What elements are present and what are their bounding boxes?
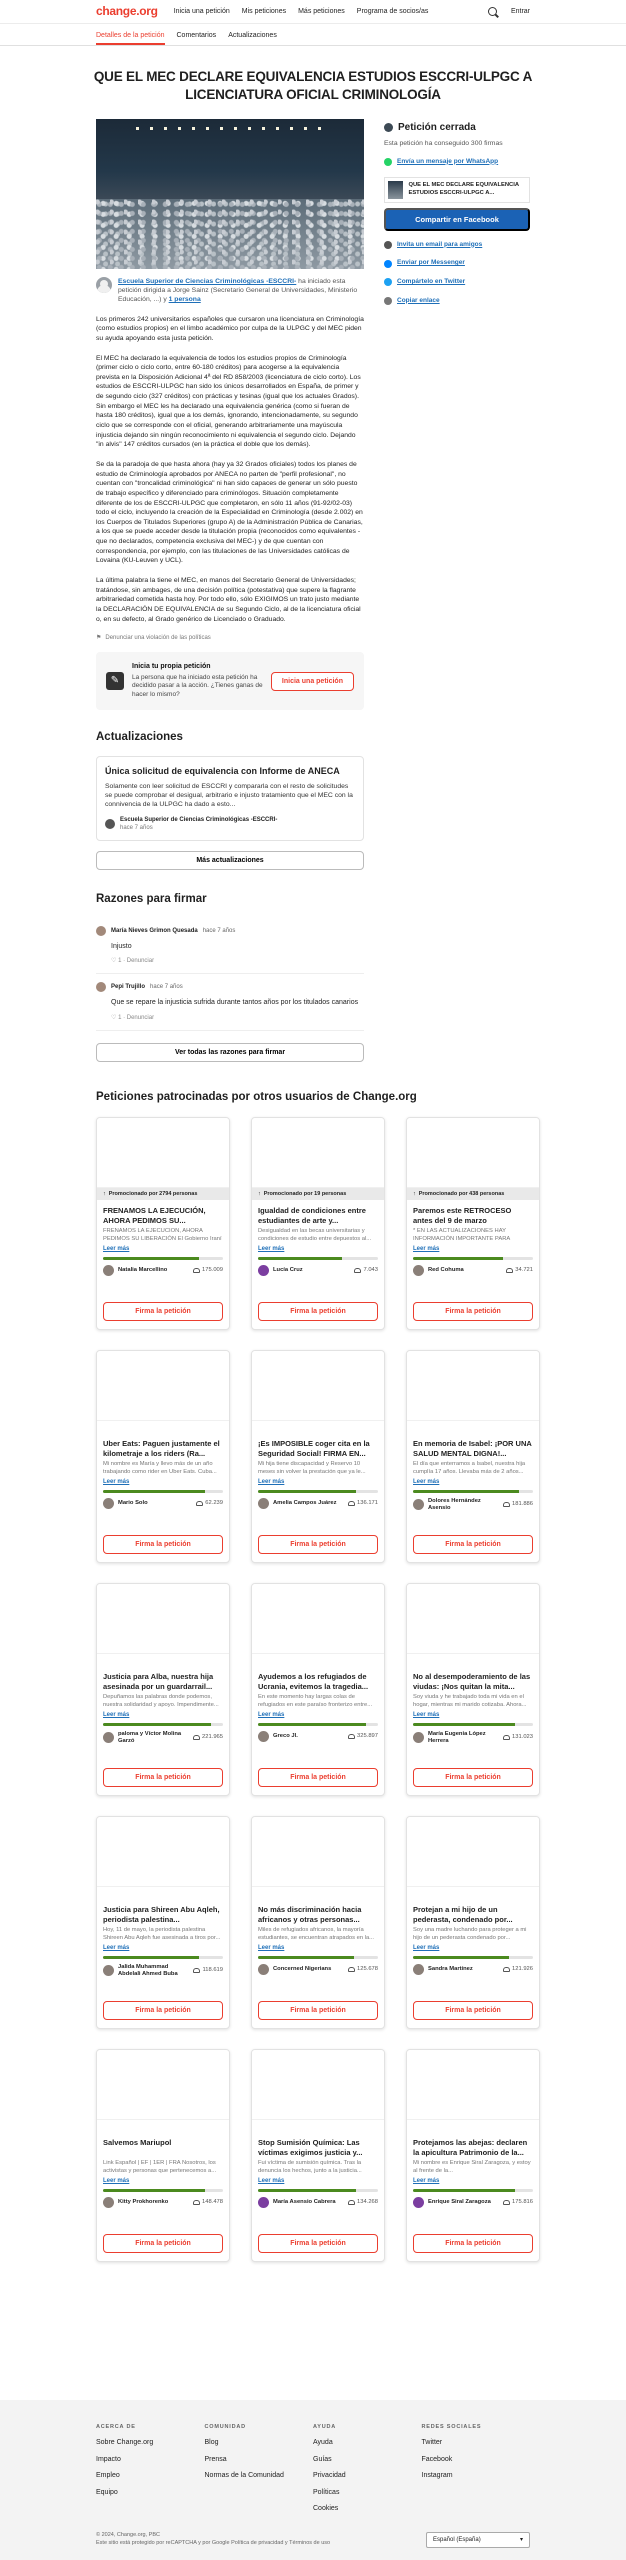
closed-status-icon — [384, 123, 393, 132]
petition-thumbnail — [407, 1817, 539, 1887]
people-icon — [503, 1967, 510, 1972]
card-description: Desigualdad en las becas universitarias y condiciones de estudio entre depuestos al... — [258, 1228, 372, 1242]
read-more-link[interactable]: Leer más — [103, 1246, 130, 1253]
signature-progress — [103, 1257, 223, 1260]
progress-fill — [103, 1257, 199, 1260]
card-description: Mi hija tiene discapacidad y Reservo 10 meses sin volver la prestación que ya le... — [258, 1461, 366, 1475]
reason-text: Que se repare la injusticia sufrida durante tantos años por los titulados canarios — [111, 999, 359, 1007]
signature-count: 325.897 — [357, 1732, 378, 1739]
all-reasons-button[interactable]: Ver todas las razones para firmar — [96, 1043, 364, 1062]
whatsapp-icon — [384, 158, 392, 166]
chevron-down-icon: ▾ — [519, 2537, 523, 2544]
card-title: Protejamos las abejas: declaren la apicultura Patrimonio de la... — [413, 2138, 528, 2157]
sponsored-petition-card[interactable] — [251, 1583, 385, 1796]
signature-count: 181.886 — [512, 1500, 533, 1507]
sponsored-petition-card[interactable] — [96, 1350, 230, 1563]
report-policy-link[interactable]: ⚑ Denunciar una violación de las políticas — [96, 635, 211, 642]
read-more-link[interactable]: Leer más — [258, 1479, 285, 1486]
sponsored-petition-card[interactable] — [96, 1117, 230, 1330]
avatar — [105, 819, 115, 829]
petition-thumbnail — [252, 1351, 384, 1421]
card-title: Justicia para Alba, nuestra hija asesinada por un guardarrail... — [103, 1672, 214, 1691]
update-title: Única solicitud de equivalencia con Informe de ANECA — [105, 765, 340, 776]
card-description: Miles de refugiados africanos, la mayoría estudiantes, se encuentran atrapados en la... — [258, 1927, 375, 1941]
read-more-link[interactable]: Leer más — [413, 1246, 440, 1253]
people-icon — [193, 1268, 200, 1273]
footer-link[interactable]: Políticas — [313, 2488, 340, 2496]
progress-fill — [103, 1723, 211, 1726]
reason-item: María Nieves Grimon Quesada hace 7 años Injusto ♡ 1 · Denunciar — [96, 918, 364, 975]
promoted-badge: ↑ Promocionado por 19 personas — [252, 1188, 384, 1200]
card-title: Salvemos Mariupol — [103, 2138, 172, 2148]
avatar — [103, 1965, 114, 1976]
story-paragraph: La última palabra la tiene el MEC, en manos del Secretario General de Universidades; tratándose, sin ambages, de una decisión política (potestativa) que supere la flagrante arbitrariedad cometida hasta hoy. Por todo ello, sólo EXIGIMOS un trato justo mediante la DECLARACIÓN DE EQUIVALENCIA de su Segundo Ciclo, al de la licenciatura oficial o, en su defecto, al Grado genérico de Licenciado o Graduado. — [96, 576, 361, 623]
avatar — [258, 1964, 269, 1975]
card-author: Concerned Nigerians — [273, 1965, 332, 1972]
card-description: Mi nombre es María y llevo más de un año trabajando como rider en Uber Eats. Cuba... — [103, 1461, 217, 1475]
reasons-heading: Razones para firmar — [96, 893, 207, 906]
petition-thumbnail — [97, 1584, 229, 1654]
progress-fill — [258, 1956, 354, 1959]
reason-time: hace 7 años — [202, 927, 236, 934]
people-icon — [193, 2200, 200, 2205]
sign-petition-button[interactable]: Firma la petición — [258, 2001, 378, 2020]
progress-fill — [103, 2189, 205, 2192]
people-icon — [193, 1968, 200, 1973]
progress-fill — [413, 1257, 503, 1260]
avatar — [96, 982, 106, 992]
footer-link[interactable]: Impacto — [96, 2455, 121, 2463]
petition-thumbnail — [97, 1351, 229, 1421]
card-description: Soy una madre luchando para proteger a mi hijo de un pederasta condenado por... — [413, 1927, 527, 1941]
footer-link[interactable]: Facebook — [421, 2455, 453, 2463]
signature-progress — [258, 1723, 378, 1726]
progress-fill — [103, 1956, 199, 1959]
footer-link[interactable]: Empleo — [96, 2472, 120, 2480]
read-more-link[interactable]: Leer más — [258, 2178, 285, 2185]
progress-fill — [103, 1490, 205, 1493]
login-link[interactable]: Entrar — [510, 7, 530, 15]
card-title: Justicia para Shireen Abu Aqleh, periodista palestina... — [103, 1905, 220, 1924]
reason-item: Pepi Trujillo hace 7 años Que se repare la injusticia sufrida durante tantos años por los titulados canarios ♡ 1 · Denunciar — [96, 974, 364, 1031]
footer-column — [313, 2424, 422, 2521]
avatar — [413, 1964, 424, 1975]
people-icon — [196, 1501, 203, 1506]
card-description: * EN LAS ACTUALIZACIONES HAY INFORMACIÓN IMPORTANTE PARA — [413, 1228, 510, 1242]
people-icon — [193, 1735, 200, 1740]
card-title: Uber Eats: Paguen justamente el kilometraje a los riders (Ra... — [103, 1439, 220, 1458]
footer-column-title: REDES SOCIALES — [421, 2424, 482, 2430]
promoted-badge: ↑ Promocionado por 438 personas — [407, 1188, 539, 1200]
nav-start-petition[interactable]: Inicia una petición — [173, 7, 230, 15]
people-icon — [503, 2200, 510, 2205]
sponsored-petition-card[interactable] — [96, 2049, 230, 2262]
footer-link[interactable]: Sobre Change.org — [96, 2439, 154, 2447]
card-title: ¡Es IMPOSIBLE coger cita en la Seguridad Social! FIRMA EN... — [258, 1439, 370, 1458]
tab-updates[interactable]: Actualizaciones — [228, 31, 277, 39]
petition-tabs — [0, 24, 626, 46]
page-title: QUE EL MEC DECLARE EQUIVALENCIA ESTUDIOS ESCCRI-ULPGC A LICENCIATURA OFICIAL CRIMINOLOGÍA — [93, 69, 533, 102]
signature-progress — [258, 1490, 378, 1493]
footer-link[interactable]: Twitter — [421, 2439, 443, 2447]
signature-count: 125.678 — [357, 1965, 378, 1972]
petition-content — [96, 119, 364, 1062]
start-petition-box — [96, 652, 364, 710]
card-title: En memoria de Isabel: ¡POR UNA SALUD MENTAL DIGNA!... — [413, 1439, 532, 1458]
sponsored-petition-card[interactable] — [251, 1117, 385, 1330]
reason-author: María Nieves Grimon Quesada — [111, 927, 198, 934]
starter-text: ha iniciado esta petición dirigida a Jorge Sainz (Secretario General de Universidades, Ministerio Educación, ...) y — [118, 278, 358, 304]
footer-link[interactable]: Blog — [204, 2439, 219, 2447]
footer-link[interactable]: Privacidad — [313, 2472, 346, 2480]
avatar — [413, 1265, 424, 1276]
people-icon — [503, 1502, 510, 1507]
people-icon — [348, 1501, 355, 1506]
card-description: Depuñamos las palabras donde podemos, nuestra solidaridad y apoyo. Impendimente... — [103, 1694, 219, 1708]
petition-image — [96, 119, 364, 269]
card-author: Amelia Campos Juárez — [273, 1499, 337, 1506]
like-count: 1 — [118, 958, 122, 965]
footer-link[interactable]: Equipo — [96, 2488, 118, 2496]
footer-columns — [96, 2424, 530, 2521]
card-description: FRENAMOS LA EJECUCIÓN, AHORA PEDIMOS SU LIBERACIÓN El Gobierno Iraní — [103, 1228, 222, 1242]
signature-progress — [413, 1490, 533, 1493]
nav-more-petitions[interactable]: Más peticiones — [298, 7, 345, 15]
petition-story — [96, 315, 364, 625]
avatar — [258, 1265, 269, 1276]
top-bar — [0, 0, 626, 24]
starter-org-link[interactable]: Escuela Superior de Ciencias Criminológicas -ESCCRI- — [118, 278, 297, 286]
reason-author: Pepi Trujillo — [111, 984, 146, 991]
progress-fill — [413, 1723, 515, 1726]
signature-progress — [258, 1257, 378, 1260]
signature-progress — [258, 2189, 378, 2192]
card-author: Jalida Muhammad Abdelalì Ahmed Buba — [118, 1963, 178, 1977]
card-title: Stop Sumisión Química: Las víctimas exigimos justicia y... — [258, 2138, 363, 2157]
read-more-link[interactable]: Leer más — [413, 1945, 440, 1952]
progress-fill — [258, 1490, 356, 1493]
twitter-share-link[interactable]: Compártelo en Twitter — [384, 278, 530, 287]
card-title: Paremos este RETROCESO antes del 9 de marzo — [413, 1206, 512, 1225]
messenger-icon — [384, 260, 392, 268]
story-paragraph: Se da la paradoja de que hasta ahora (hay ya 32 Grados oficiales) todos los planes de estudio de Criminología aprobados por ANECA no parten de "perfil profesional", no cuentan con "troncalidad criminológica" ni han sido capaces de generar un sólo puesto de trabajo específico y diferenciado para criminólogos. Situación completamente diferente de los de ESCCRI-ULPGC que completaron, en sólo 11 años (91-92/02-03) todo el ciclo, incluyendo la creación de la Especialidad en Criminología (desde 2.002) en los Cuerpos de Titulados Superiores (grupo A) de la Administración Pública de Canarias, a los que se puede acceder desde la titulación propia (reconocidos como equivalentes -que no declarados, competencia exclusiva del MEC-) y de que cuentan con correspondencia, por ejemplo, con las titulaciones de las Universidades católicas de Lovaina (KU-Leuven y UCL). — [96, 460, 363, 565]
reason-time: hace 7 años — [150, 984, 183, 991]
card-author: Dolores Hernández Asensio — [428, 1497, 481, 1511]
sponsored-petitions — [0, 1090, 626, 2263]
sponsored-grid — [96, 1117, 533, 2262]
read-more-link[interactable]: Leer más — [103, 1945, 130, 1952]
progress-fill — [258, 1257, 342, 1260]
sign-petition-button[interactable]: Firma la petición — [413, 1535, 533, 1554]
avatar — [413, 1499, 424, 1510]
signature-progress — [103, 1956, 223, 1959]
card-author: Lucía Cruz — [273, 1266, 303, 1273]
story-paragraph: El MEC ha declarado la equivalencia de todos los estudios propios de Criminología (primer ciclo o ciclo corto, entre 60-180 créditos) para acogerse a la equivalencia prevista en la Disposición Adicional 4ª del RD 858/2003 (licenciatura de ciclo corto). Los estudios de ESCCRI-ULPGC han sido los únicos desarrollados en España, de primer y de segundo ciclo (327 créditos) con prácticas y tesinas (igual que los actuales Grados). Sin embargo el MEC les ha declarado una equivalencia genérica (como si fueran de hasta 180 créditos), igual que a los demás, ignorando, intencionadamente, su segundo ciclo que se corresponde con el oficial, generando arbitrariamente una mayúscula injusticia dejando sin ningún reconocimiento ni equivalencia el segundo ciclo. Dejando "in alvis" 147 créditos cursados (en la práctica el doble que los demás). — [96, 354, 361, 449]
email-share-link[interactable]: Invita un email para amigos — [384, 241, 530, 250]
promoted-badge: ↑ Promocionado por 2794 personas — [97, 1188, 229, 1200]
sign-petition-button[interactable]: Firma la petición — [258, 2234, 378, 2253]
people-icon — [348, 1967, 355, 1972]
read-more-link[interactable]: Leer más — [103, 1712, 130, 1719]
signature-count: 134.268 — [357, 2198, 378, 2205]
signature-count: 118.619 — [202, 1966, 223, 1973]
closed-subtitle: Esta petición ha conseguido 300 firmas — [384, 139, 503, 147]
arrow-up-icon: ↑ — [413, 1190, 416, 1197]
people-icon — [503, 1735, 510, 1740]
petition-thumbnail — [97, 2050, 229, 2120]
card-author: Enrique Siral Zaragoza — [428, 2198, 491, 2205]
petition-thumbnail — [97, 1817, 229, 1887]
card-description: El día que enterramos a Isabel, nuestra hija cumplía 17 años. Llevaba más de 2 años... — [413, 1461, 526, 1475]
sponsored-petition-card[interactable] — [251, 2049, 385, 2262]
avatar — [103, 2197, 114, 2208]
signature-progress — [103, 1490, 223, 1493]
progress-fill — [258, 1723, 366, 1726]
start-box-text: La persona que ha iniciado esta petición ha decidido pasar a la acción. ¿Tienes ganas de hacer lo mismo? — [132, 673, 263, 699]
footer-link[interactable]: Instagram — [421, 2472, 453, 2480]
petition-thumbnail — [252, 2050, 384, 2120]
top-nav — [174, 7, 429, 16]
arrow-up-icon: ↑ — [103, 1190, 106, 1197]
signature-count: 62.239 — [205, 1499, 223, 1506]
petition-thumbnail — [252, 1118, 384, 1188]
start-petition-button[interactable]: Inicia una petición — [271, 672, 354, 691]
footer-column-title: ACERCA DE — [96, 2424, 136, 2430]
more-updates-button[interactable]: Más actualizaciones — [96, 851, 364, 870]
arrow-up-icon: ↑ — [258, 1190, 261, 1197]
footer-link[interactable]: Cookies — [313, 2505, 339, 2513]
petition-thumbnail — [252, 1817, 384, 1887]
read-more-link[interactable]: Leer más — [258, 1246, 285, 1253]
petition-thumbnail — [407, 2050, 539, 2120]
legal-text: Este sitio está protegido por reCAPTCHA y por Google Política de privacidad y Términos de uso — [96, 2540, 331, 2547]
card-author: Mario Solo — [118, 1499, 148, 1506]
megaphone-icon: ✎ — [106, 672, 124, 690]
petition-thumbnail — [97, 1118, 229, 1188]
sponsored-heading: Peticiones patrocinadas por otros usuarios de Change.org — [96, 1090, 417, 1103]
sponsored-petition-card[interactable] — [96, 1583, 230, 1796]
sign-petition-button[interactable]: Firma la petición — [413, 2001, 533, 2020]
footer-column — [422, 2424, 531, 2521]
read-more-link[interactable]: Leer más — [258, 1945, 285, 1952]
sign-petition-button[interactable]: Firma la petición — [413, 1768, 533, 1787]
signature-progress — [258, 1956, 378, 1959]
signature-count: 175.816 — [512, 2198, 533, 2205]
petition-thumbnail — [407, 1118, 539, 1188]
avatar — [103, 1265, 114, 1276]
twitter-icon — [384, 278, 392, 286]
petition-starter — [96, 277, 364, 305]
read-more-link[interactable]: Leer más — [103, 2178, 130, 2185]
progress-fill — [413, 2189, 515, 2192]
report-link[interactable]: Denunciar — [126, 958, 155, 965]
people-icon — [348, 2200, 355, 2205]
email-icon — [384, 241, 392, 249]
avatar — [258, 1731, 269, 1742]
sign-petition-button[interactable]: Firma la petición — [103, 2001, 223, 2020]
people-icon — [348, 1734, 355, 1739]
sponsored-petition-card[interactable] — [406, 1583, 540, 1796]
nav-my-petitions[interactable]: Mis peticiones — [241, 7, 287, 15]
footer — [0, 2400, 626, 2560]
search-icon[interactable] — [488, 7, 497, 16]
signature-progress — [413, 2189, 533, 2192]
sign-petition-button[interactable]: Firma la petición — [103, 1535, 223, 1554]
card-author: María Eugenia López Herrera — [428, 1730, 486, 1744]
avatar — [258, 2197, 269, 2208]
signature-count: 7.043 — [363, 1266, 378, 1273]
like-count: 1 — [118, 1014, 122, 1021]
heart-icon[interactable]: ♡ — [111, 958, 117, 965]
reason-text: Injusto — [111, 942, 132, 950]
read-more-link[interactable]: Leer más — [413, 1479, 440, 1486]
card-author: paloma y Víctor Molina Garzó — [118, 1730, 182, 1744]
avatar — [413, 1732, 424, 1743]
people-icon — [506, 1268, 513, 1273]
flag-icon: ⚑ — [96, 635, 102, 642]
progress-fill — [258, 2189, 356, 2192]
card-author: Natalia Marcellino — [118, 1266, 168, 1273]
sign-petition-button[interactable]: Firma la petición — [258, 1535, 378, 1554]
signature-progress — [413, 1723, 533, 1726]
sign-petition-button[interactable]: Firma la petición — [413, 1302, 533, 1321]
update-author: Escuela Superior de Ciencias Criminológicas -ESCCRI- — [120, 817, 278, 824]
petition-main — [0, 119, 626, 1062]
sponsored-petition-card[interactable] — [406, 1816, 540, 2029]
start-box-title: Inicia tu propia petición — [132, 663, 211, 671]
updates-heading: Actualizaciones — [96, 731, 183, 744]
sponsored-petition-card[interactable] — [96, 1816, 230, 2029]
card-description: En este momento hay largas colas de refugiados en este paraíso fronterizo entre... — [258, 1694, 373, 1708]
card-description: Link Español | EF | 1ER | FRA Nosotros, los activistas y personas que pertenecemos a... — [103, 2160, 217, 2174]
card-author: Sandra Martínez — [428, 1965, 473, 1972]
logo[interactable]: change.org — [96, 4, 158, 19]
starter-more-link[interactable]: 1 persona — [168, 296, 201, 304]
card-title: FRENAMOS LA EJECUCIÓN, AHORA PEDIMOS SU... — [103, 1206, 206, 1225]
card-title: Ayudemos a los refugiados de Ucrania, evitemos la tragedia... — [258, 1672, 369, 1691]
story-paragraph: Los primeros 242 universitarios españoles que cursaron una licenciatura en Criminología (como estudios propios) en el limbo académico por culpa de la ULPGC y del MEC piden su ayuda apoyando esta justa petición. — [96, 315, 364, 342]
closed-title: Petición cerrada — [398, 122, 476, 134]
petition-thumbnail — [252, 1584, 384, 1654]
sponsored-petition-card[interactable] — [406, 1117, 540, 1330]
sign-petition-button[interactable]: Firma la petición — [103, 1768, 223, 1787]
footer-link[interactable]: Normas de la Comunidad — [204, 2472, 284, 2480]
card-title: No más discriminación hacia africanos y otras personas... — [258, 1905, 362, 1924]
update-card[interactable] — [96, 756, 364, 842]
report-link[interactable]: Denunciar — [126, 1014, 155, 1021]
mini-petition-preview — [384, 177, 530, 203]
card-author: María Asensio Cabrera — [273, 2198, 336, 2205]
language-select[interactable]: Español (España) ▾ — [426, 2532, 530, 2548]
avatar — [96, 277, 112, 293]
card-author: Greco Jl. — [273, 1732, 298, 1739]
card-title: Igualdad de condiciones entre estudiantes de arte y... — [258, 1206, 366, 1225]
card-title: Protejan a mi hijo de un pederasta, condenado por... — [413, 1905, 513, 1924]
signature-count: 121.926 — [512, 1965, 533, 1972]
update-time: hace 7 años — [120, 825, 153, 832]
link-icon — [384, 297, 392, 305]
signature-count: 34.721 — [515, 1266, 533, 1273]
copy-link[interactable]: Copiar enlace — [384, 297, 530, 306]
facebook-share-button[interactable]: Compartir en Facebook — [384, 208, 530, 231]
footer-link[interactable]: Guías — [313, 2455, 332, 2463]
avatar — [103, 1498, 114, 1509]
card-description: Fui víctima de sumisión química. Tras la denuncia los hechos, junto a la justicia... — [258, 2160, 362, 2174]
footer-column-title: AYUDA — [313, 2424, 337, 2430]
card-author: Kitty Prokhorenko — [118, 2198, 169, 2205]
petition-thumbnail — [407, 1584, 539, 1654]
footer-link[interactable]: Prensa — [204, 2455, 227, 2463]
share-sidebar — [384, 119, 530, 1062]
footer-column — [96, 2424, 205, 2521]
signature-count: 221.965 — [202, 1733, 223, 1740]
read-more-link[interactable]: Leer más — [103, 1479, 130, 1486]
sponsored-petition-card[interactable] — [406, 1350, 540, 1563]
copyright: © 2024, Change.org, PBC — [96, 2531, 160, 2538]
petition-thumbnail — [388, 181, 403, 199]
avatar — [103, 1732, 114, 1743]
card-description: Mi nombre es Enrique Siral Zaragoza, y estoy al frente de la... — [413, 2160, 531, 2174]
signature-progress — [103, 1723, 223, 1726]
sign-petition-button[interactable]: Firma la petición — [258, 1302, 378, 1321]
progress-fill — [413, 1956, 509, 1959]
sign-petition-button[interactable]: Firma la petición — [258, 1768, 378, 1787]
tab-comments[interactable]: Comentarios — [176, 31, 217, 39]
signature-count: 136.171 — [357, 1499, 378, 1506]
progress-fill — [413, 1490, 519, 1493]
update-text: Solamente con leer solicitud de ESCCRI y compararla con el resto de solicitudes se puede comprobar el desigual, arbitrario e injusto tratamiento que el MEC con la connivencia de la ULPGC ha dado a esto... — [105, 782, 353, 809]
nav-partners[interactable]: Programa de socios/as — [356, 7, 429, 15]
signature-progress — [413, 1956, 533, 1959]
sign-petition-button[interactable]: Firma la petición — [103, 1302, 223, 1321]
sponsored-petition-card[interactable] — [251, 1350, 385, 1563]
footer-column — [205, 2424, 314, 2521]
avatar — [413, 2197, 424, 2208]
footer-column-title: COMUNIDAD — [204, 2424, 246, 2430]
whatsapp-share-link[interactable]: Envía un mensaje por WhatsApp — [384, 158, 530, 167]
signature-count: 175.009 — [202, 1266, 223, 1273]
card-author: Red Cohuma — [428, 1266, 464, 1273]
sponsored-petition-card[interactable] — [251, 1816, 385, 2029]
read-more-link[interactable]: Leer más — [258, 1712, 285, 1719]
card-title: No al desempoderamiento de las viudas: ¡Nos quitan la mita... — [413, 1672, 531, 1691]
petition-thumbnail — [407, 1351, 539, 1421]
sponsored-petition-card[interactable] — [406, 2049, 540, 2262]
read-more-link[interactable]: Leer más — [413, 2178, 440, 2185]
footer-link[interactable]: Ayuda — [313, 2439, 333, 2447]
mini-petition-title: QUE EL MEC DECLARE EQUIVALENCIA ESTUDIOS ESCCRI-ULPGC A... — [408, 182, 519, 196]
signature-progress — [103, 2189, 223, 2192]
card-description: Soy viuda y he trabajado toda mi vida en el hogar, mientras mi marido cotizaba. Ahora... — [413, 1694, 527, 1708]
card-description: Hoy, 11 de mayo, la periodista palestina Shireen Abu Aqleh fue asesinada a tiros por... — [103, 1927, 221, 1941]
read-more-link[interactable]: Leer más — [413, 1712, 440, 1719]
avatar — [258, 1498, 269, 1509]
sign-petition-button[interactable]: Firma la petición — [413, 2234, 533, 2253]
tab-details[interactable]: Detalles de la petición — [96, 31, 165, 45]
people-icon — [354, 1268, 361, 1273]
signature-count: 131.023 — [512, 1733, 533, 1740]
heart-icon[interactable]: ♡ — [111, 1014, 117, 1021]
avatar — [96, 926, 106, 936]
signature-count: 148.478 — [202, 2198, 223, 2205]
sign-petition-button[interactable]: Firma la petición — [103, 2234, 223, 2253]
signature-progress — [413, 1257, 533, 1260]
messenger-share-link[interactable]: Enviar por Messenger — [384, 259, 530, 268]
